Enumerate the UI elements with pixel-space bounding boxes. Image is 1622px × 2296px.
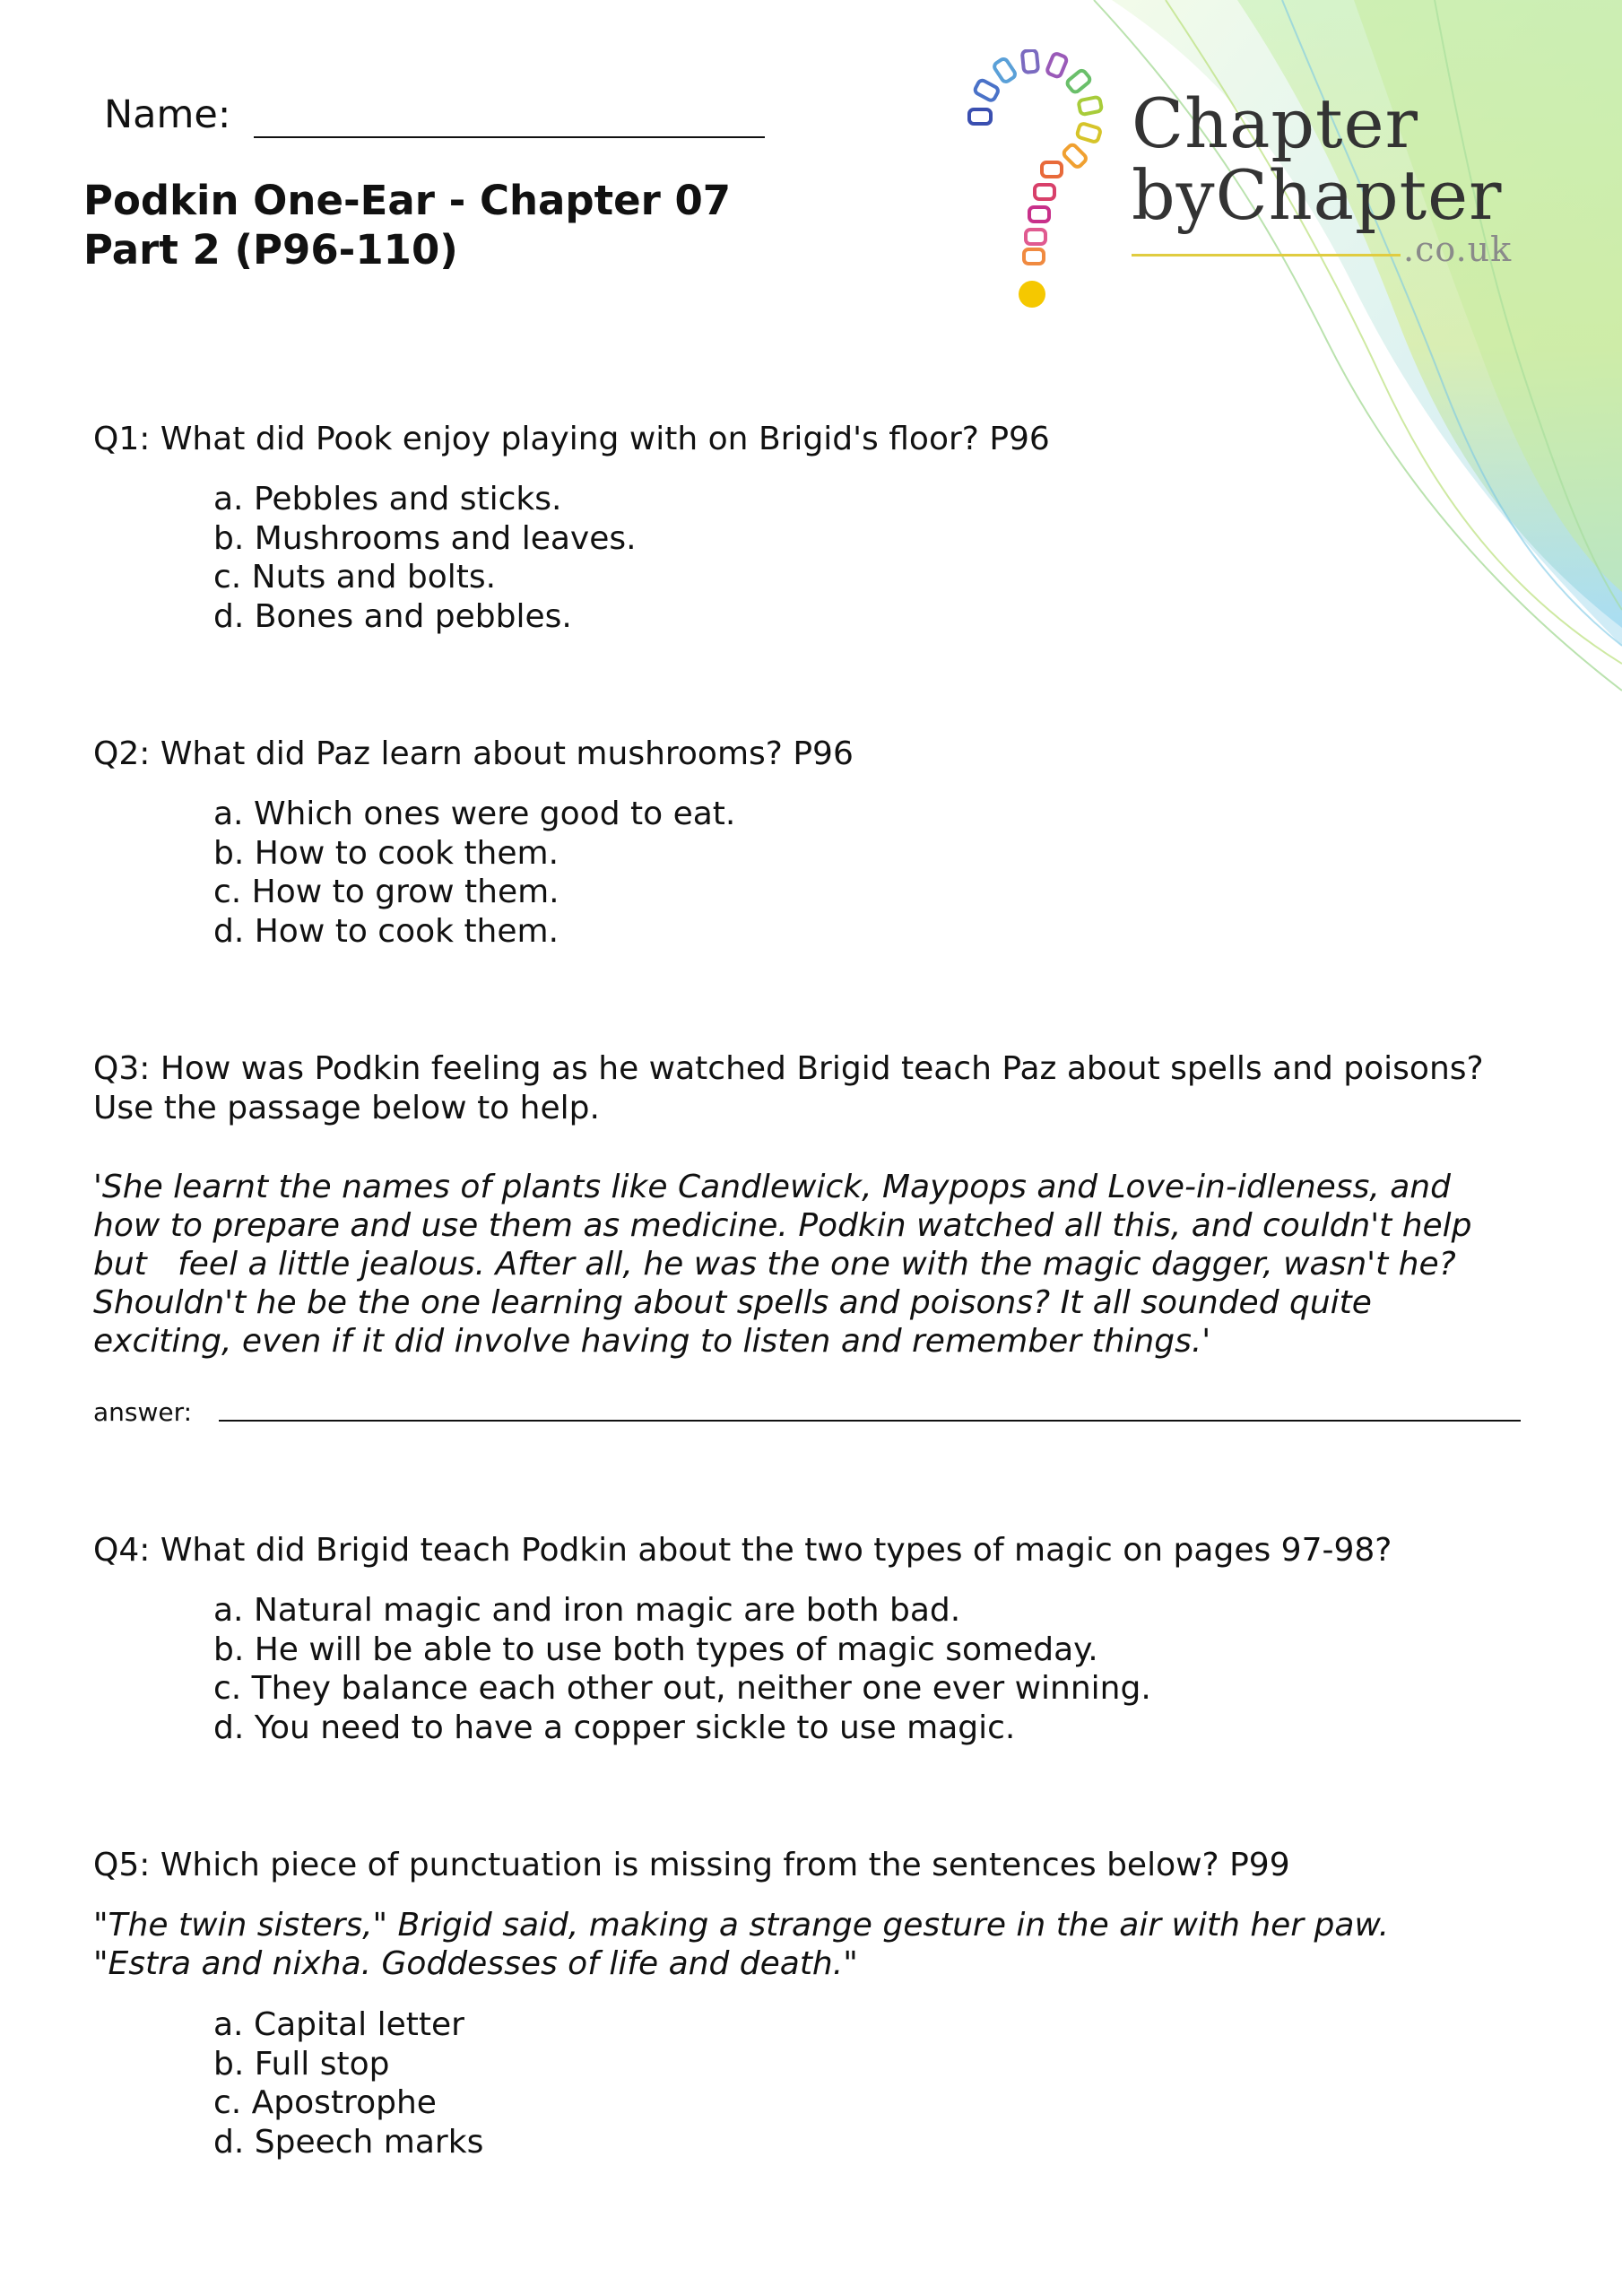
passage-line: Shouldn't he be the one learning about spells and poisons? It all sounded quite xyxy=(93,1284,1372,1321)
book-shape xyxy=(1078,97,1102,115)
book-shape xyxy=(1066,69,1092,94)
question-4: Q4: What did Brigid teach Podkin about the two types of magic on pages 97-98? xyxy=(93,1532,1392,1569)
logo-line-2: byChapter xyxy=(1132,155,1503,235)
passage-line: "The twin sisters," Brigid said, making a strange gesture in the air with her paw. xyxy=(93,1907,1390,1944)
question-mark-books-icon xyxy=(964,49,1121,318)
name-input-line[interactable] xyxy=(254,136,765,138)
book-shape xyxy=(969,109,991,124)
passage-line: "Estra and nixha. Goddesses of life and death." xyxy=(93,1945,858,1982)
question-3-passage xyxy=(93,1168,1472,1361)
option-a[interactable]: a. Which ones were good to eat. xyxy=(213,796,736,832)
passage-line: 'She learnt the names of plants like Candlewick, Maypops and Love-in-idleness, and xyxy=(93,1169,1451,1205)
book-shape xyxy=(1077,123,1102,143)
option-c[interactable]: c. How to grow them. xyxy=(213,874,559,910)
answer-input-line[interactable] xyxy=(219,1420,1521,1422)
passage-line: exciting, even if it did involve having to listen and remember things.' xyxy=(93,1323,1211,1360)
option-a[interactable]: a. Pebbles and sticks. xyxy=(213,481,562,517)
logo-domain: .co.uk xyxy=(1403,230,1513,269)
question-3-line-2: Use the passage below to help. xyxy=(93,1090,600,1126)
option-d[interactable]: d. You need to have a copper sickle to use magic. xyxy=(213,1709,1016,1746)
option-c[interactable]: c. Nuts and bolts. xyxy=(213,559,497,596)
question-3 xyxy=(93,1049,1484,1128)
book-shape xyxy=(1035,185,1054,199)
book-shape xyxy=(1029,207,1049,222)
option-b[interactable]: b. Mushrooms and leaves. xyxy=(213,519,637,557)
book-shape xyxy=(1022,50,1038,73)
passage-line: how to prepare and use them as medicine. Podkin watched all this, and couldn't help xyxy=(93,1207,1472,1244)
answer-label: answer: xyxy=(93,1397,193,1427)
book-shape xyxy=(1046,53,1068,78)
option-a[interactable]: a. Natural magic and iron magic are both bad. xyxy=(213,1592,961,1629)
book-shape xyxy=(993,57,1017,83)
question-2: Q2: What did Paz learn about mushrooms? P96 xyxy=(93,735,854,772)
option-d[interactable]: d. Speech marks xyxy=(213,2123,484,2161)
question-5-passage xyxy=(93,1906,1389,1983)
book-shape xyxy=(974,79,1000,101)
question-3-line-1: Q3: How was Podkin feeling as he watched Brigid teach Paz about spells and poisons? xyxy=(93,1050,1484,1087)
question-1-options xyxy=(213,480,637,636)
option-b[interactable]: b. How to cook them. xyxy=(213,834,559,872)
question-5: Q5: Which piece of punctuation is missing from the sentences below? P99 xyxy=(93,1847,1290,1883)
option-d[interactable]: d. Bones and pebbles. xyxy=(213,597,572,635)
book-shape xyxy=(1063,144,1088,169)
logo-line-1: Chapter xyxy=(1132,83,1418,163)
logo-underline xyxy=(1132,254,1401,257)
option-b[interactable]: b. He will be able to use both types of magic someday. xyxy=(213,1631,1098,1668)
question-2-options xyxy=(213,795,735,951)
option-c[interactable]: c. They balance each other out, neither one ever winning. xyxy=(213,1670,1151,1707)
book-shape xyxy=(1042,162,1062,177)
passage-line: but feel a little jealous. After all, he was the one with the magic dagger, wasn't he? xyxy=(93,1246,1456,1283)
option-c[interactable]: c. Apostrophe xyxy=(213,2084,437,2121)
option-d[interactable]: d. How to cook them. xyxy=(213,912,559,950)
question-5-options xyxy=(213,2005,483,2161)
book-shape xyxy=(1024,249,1044,264)
worksheet-title-line-1: Podkin One-Ear - Chapter 07 xyxy=(83,177,732,224)
question-4-options xyxy=(213,1591,1151,1747)
option-b[interactable]: b. Full stop xyxy=(213,2045,390,2083)
worksheet-title-line-2: Part 2 (P96-110) xyxy=(83,226,458,274)
question-mark-dot xyxy=(1019,281,1045,308)
worksheet-title xyxy=(83,176,731,274)
book-shape xyxy=(1026,230,1045,244)
question-1: Q1: What did Pook enjoy playing with on Brigid's floor? P96 xyxy=(93,421,1050,457)
option-a[interactable]: a. Capital letter xyxy=(213,2006,464,2043)
name-label: Name: xyxy=(104,92,231,137)
